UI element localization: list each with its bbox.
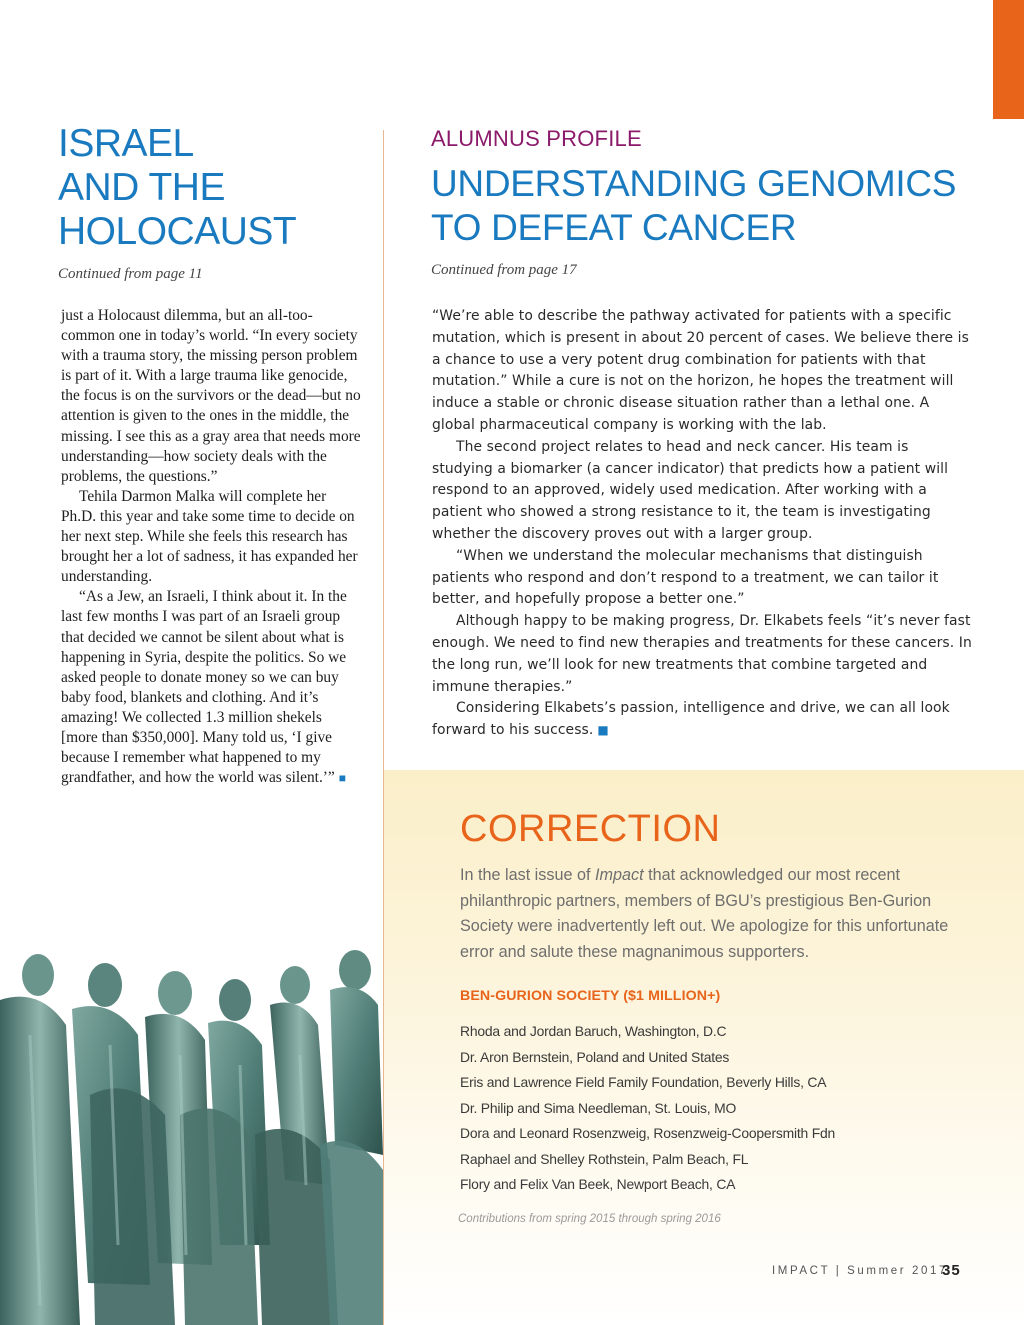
left-title-line: ISRAEL — [58, 122, 194, 165]
donor-item: Rhoda and Jordan Baruch, Washington, D.C — [460, 1023, 727, 1039]
left-paragraph-text: “As a Jew, an Israeli, I think about it. In the last few months I was part of an Israeli group that decided we cannot be silent about what is happening in Syria, despite the politics. So we asked people to donate money so we can buy baby food, blankets and clothing. And it’s amazing! We collected 1.3 million shekels [more than $350,000]. Many told us, ‘I give because I remember what happened to my grandfather, and how the world was silent.’” — [61, 588, 347, 787]
right-continued-note: Continued from page 17 — [431, 262, 577, 278]
right-paragraph: Although happy to be making progress, Dr. Elkabets feels “it’s never fast enough. We need to find new therapies and treatments for these cancers. In the long run, we’ll look for new treatments that combine targeted and immune therapies.” — [432, 613, 972, 695]
left-paragraph — [61, 587, 361, 788]
footer-label: IMPACT | Summer 2017 — [772, 1265, 948, 1277]
society-subheading: BEN-GURION SOCIETY ($1 MILLION+) — [460, 988, 721, 1004]
left-article-title — [58, 122, 368, 254]
end-mark-icon: ■ — [597, 723, 609, 738]
donor-item: Dora and Leonard Rosenzweig, Rosenzweig-Coopersmith Fdn — [460, 1125, 836, 1141]
right-article-title — [431, 162, 991, 250]
correction-box — [384, 770, 1024, 1325]
correction-text-end: that acknowledged our most recent philanthropic partners, members of BGU’s prestigious Ben-Gurion Society were inadvertently left out. We apologize for this unfortunate error and salute these magnanimous supporters. — [460, 866, 949, 961]
left-title-line: HOLOCAUST — [58, 210, 297, 253]
correction-text — [460, 863, 980, 965]
correction-title: CORRECTION — [460, 808, 721, 850]
publication-name: Impact — [594, 866, 644, 884]
right-paragraph — [432, 698, 972, 742]
left-paragraph: Tehila Darmon Malka will complete her Ph.D. this year and take some time to decide on her next step. While she feels this research has brought her a lot of sadness, it has expanded her understanding. — [61, 487, 358, 586]
section-kicker: ALUMNUS PROFILE — [431, 126, 642, 151]
donor-item: Eris and Lawrence Field Family Foundation, Beverly Hills, CA — [460, 1074, 827, 1090]
right-paragraph: The second project relates to head and neck cancer. His team is studying a biomarker (a cancer indicator) that predicts how a patient will respond to an approved, widely used medication. After working with a patient who showed a strong resistance to it, the team is investigating whether the discovery proves out with a larger group. — [432, 438, 949, 542]
right-paragraph: “When we understand the molecular mechanisms that distinguish patients who respond and don’t respond to a treatment, we can tailor it better, and hopefully propose a better one.” — [432, 547, 939, 608]
donor-item: Flory and Felix Van Beek, Newport Beach, CA — [460, 1176, 736, 1192]
donor-list — [460, 1019, 1000, 1198]
right-article-header — [431, 126, 991, 279]
right-article-body — [432, 306, 972, 742]
figure-group — [0, 950, 383, 1325]
left-continued-note: Continued from page 11 — [58, 266, 203, 282]
right-title-line: TO DEFEAT CANCER — [431, 207, 797, 248]
left-title-line: AND THE — [58, 166, 225, 209]
left-paragraph: just a Holocaust dilemma, but an all-too-common one in today’s world. “In every society with a trauma story, the missing person problem is part of it. With a large trauma like genocide, the focus is on the survivors or the dead—but no attention is given to the ones in the middle, the missing. I see this as a gray area that needs more understanding—how society deals with the problems, the questions.” — [61, 307, 361, 485]
right-paragraph: “We’re able to describe the pathway activated for patients with a specific mutation, which is present in about 20 percent of cases. We believe there is a chance to use a very potent drug combination for patients with that mutation.” While a cure is not on the horizon, he hopes the treatment will induce a stable or chronic disease situation rather than a lethal one. A global pharmaceutical company is working with the lab. — [432, 308, 969, 433]
right-paragraph-text: Considering Elkabets’s passion, intelligence and drive, we can all look forward to his success. — [432, 700, 950, 739]
left-article-body — [61, 306, 361, 788]
donor-item: Dr. Aron Bernstein, Poland and United States — [460, 1048, 730, 1065]
section-tab — [993, 0, 1024, 119]
page-number: 35 — [942, 1262, 961, 1279]
end-mark-icon: ■ — [338, 771, 347, 786]
left-article-header — [58, 122, 368, 283]
right-title-line: UNDERSTANDING GENOMICS — [431, 163, 957, 204]
correction-text-start: In the last issue of — [460, 866, 595, 884]
contributions-note: Contributions from spring 2015 through spring 2016 — [458, 1213, 721, 1225]
donor-item: Dr. Philip and Sima Needleman, St. Louis, MO — [460, 1099, 737, 1116]
sculpture-photo — [0, 945, 383, 1325]
donor-item: Raphael and Shelley Rothstein, Palm Beach, FL — [460, 1150, 749, 1167]
